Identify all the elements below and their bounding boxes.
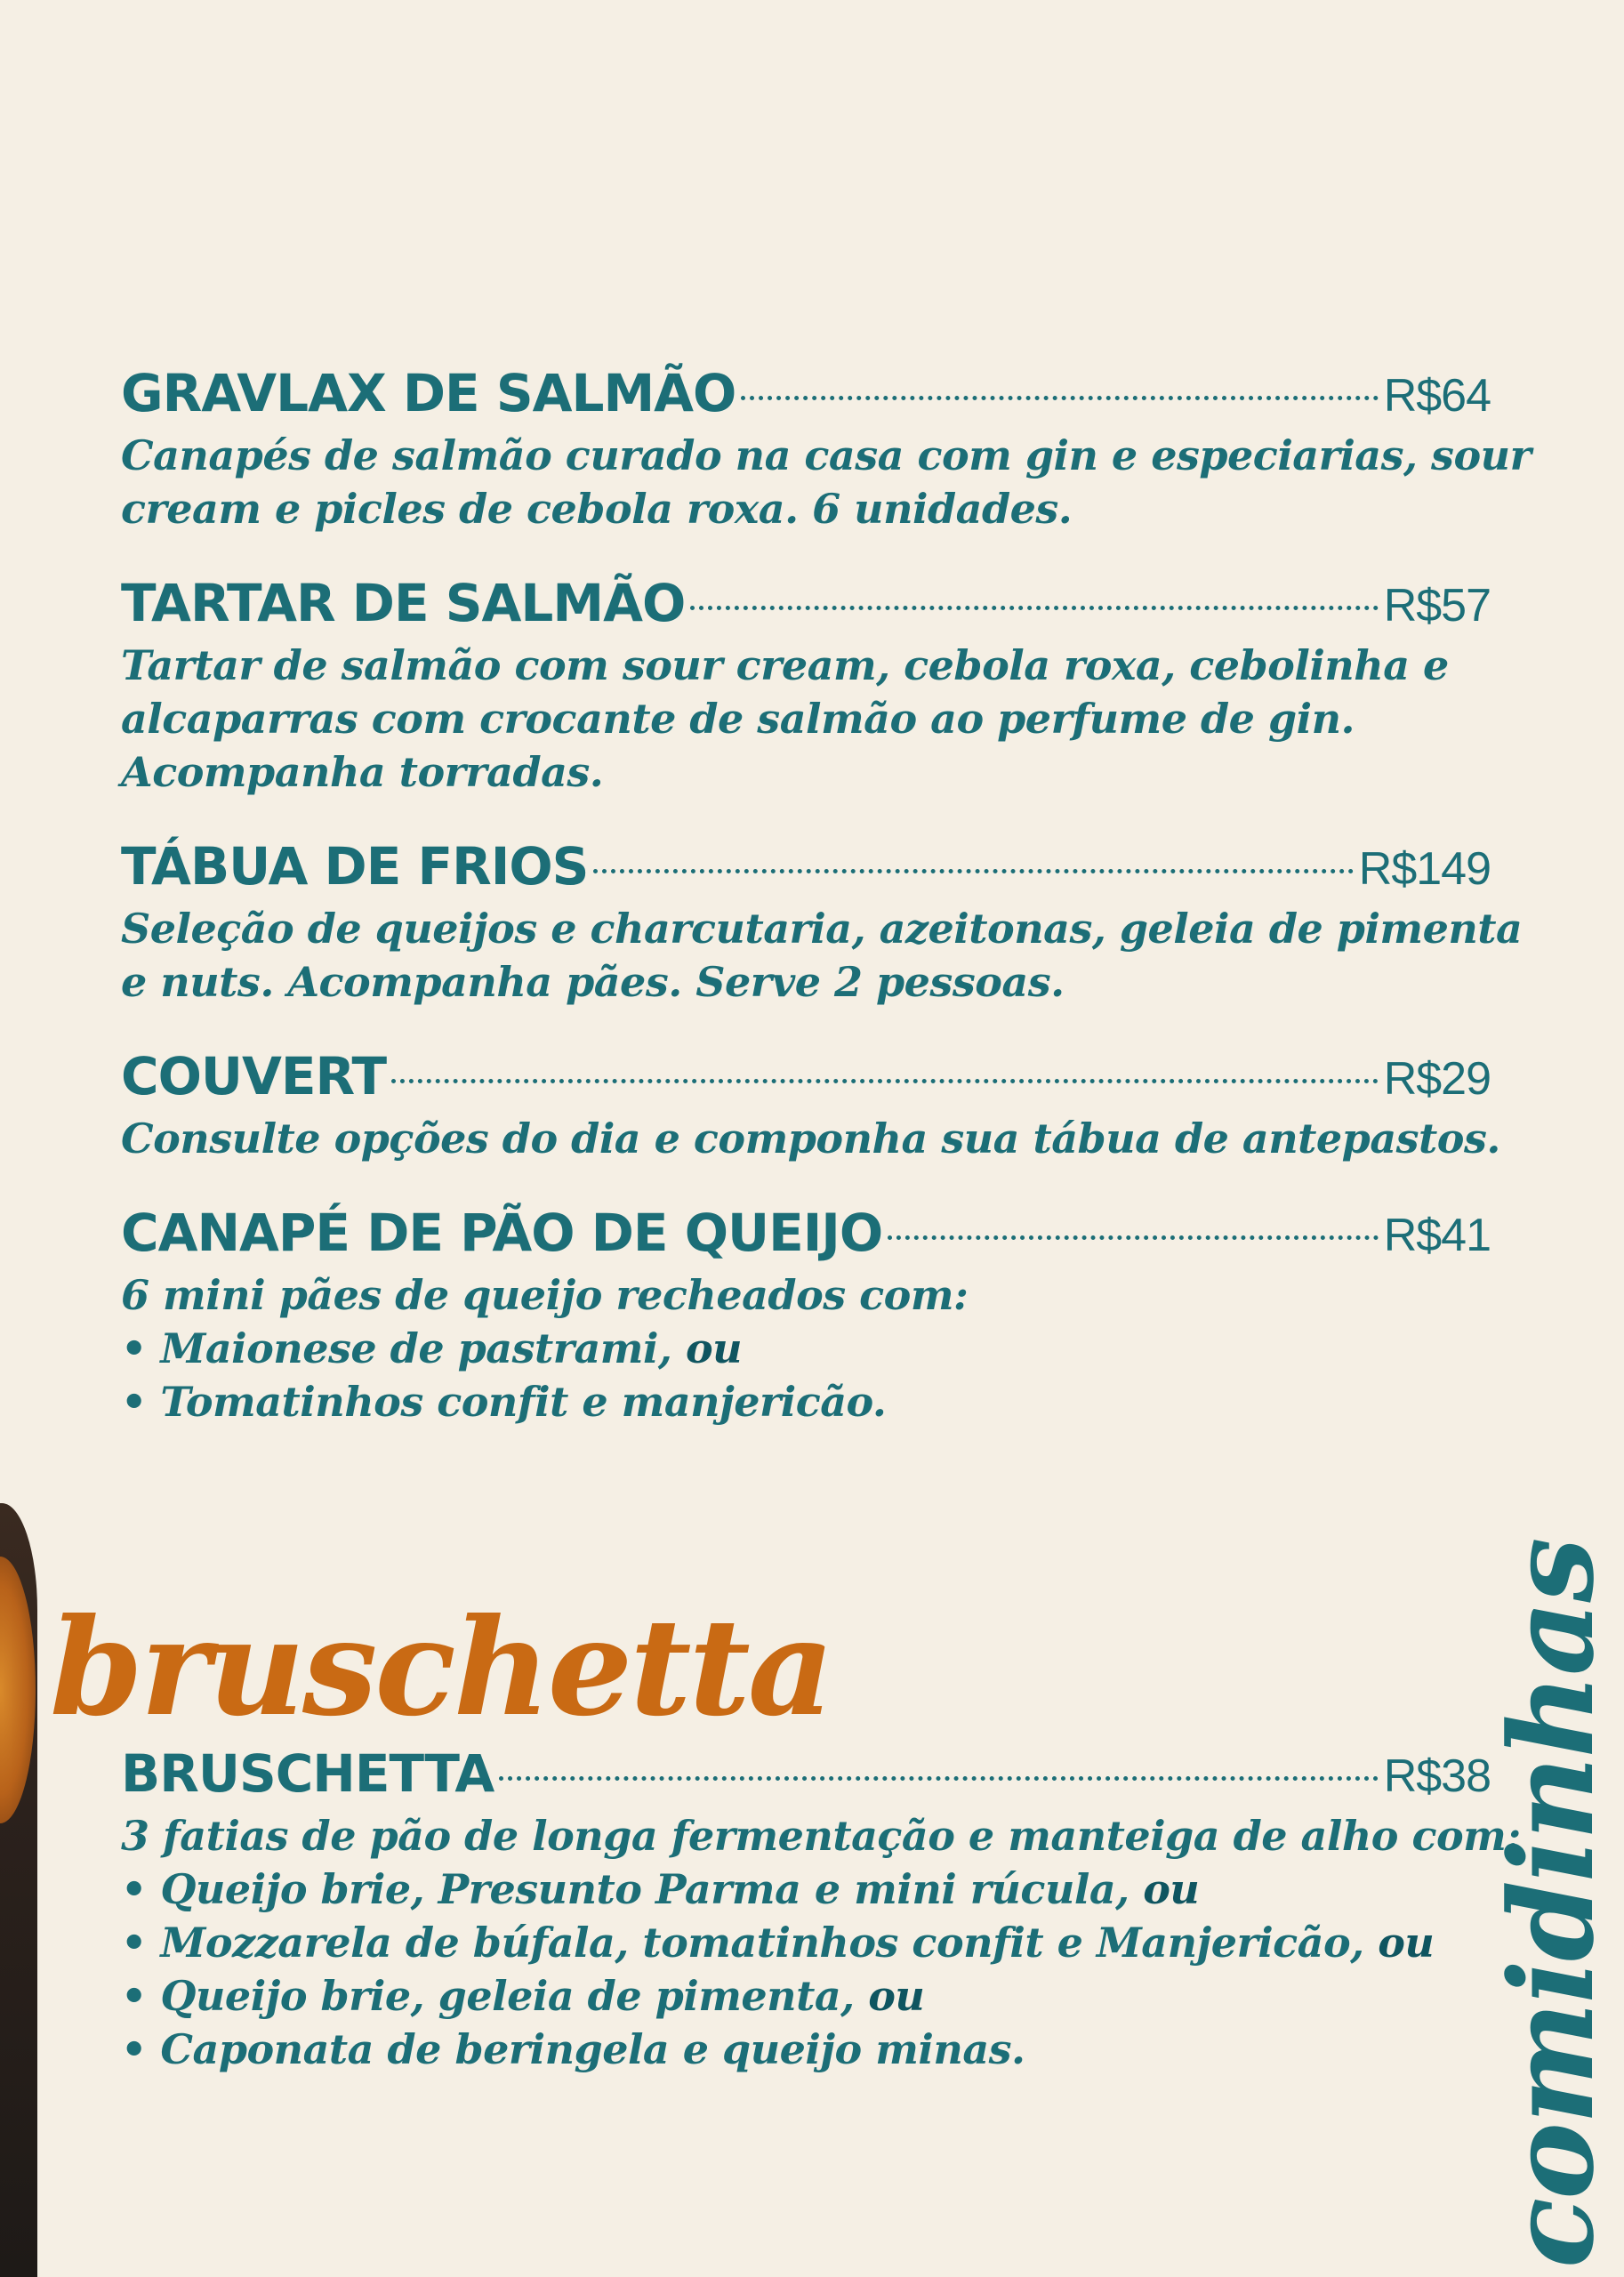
section-heading: bruschetta (50, 1589, 832, 1746)
menu-item (121, 1203, 1491, 1428)
description-line: alcaparras com crocante de salmão ao perfume de gin. (121, 695, 1355, 743)
bread-photo (0, 1557, 36, 1823)
description-line: • Caponata de beringela e queijo minas. (121, 2025, 1025, 2073)
menu-item-name: TARTAR DE SALMÃO (121, 573, 686, 633)
menu-item (121, 573, 1491, 799)
menu-item-header (121, 573, 1491, 639)
menu-item-price: R$57 (1383, 580, 1491, 632)
menu-item-description (121, 429, 1532, 535)
description-line: 3 fatias de pão de longa fermentação e manteiga de alho com: (121, 1812, 1521, 1860)
menu-item-name: TÁBUA DE FRIOS (121, 836, 589, 897)
menu-item-description (121, 1112, 1500, 1165)
menu-item-description (121, 1809, 1521, 2076)
dotted-leader (391, 1079, 1379, 1083)
description-line: • Tomatinhos confit e manjericão. (121, 1378, 887, 1426)
menu-item (121, 1743, 1521, 2076)
or-connector: ou (1129, 1865, 1200, 1913)
description-line: e nuts. Acompanha pães. Serve 2 pessoas. (121, 958, 1065, 1006)
menu-item-description (121, 639, 1491, 799)
menu-item-description (121, 902, 1523, 1009)
description-line: • Mozzarela de búfala, tomatinhos confit e Manjericão, ou (121, 1919, 1435, 1967)
food-photo-edge (0, 1503, 37, 2277)
menu-item-header (121, 836, 1491, 902)
dotted-leader (499, 1776, 1378, 1781)
or-connector: ou (671, 1324, 743, 1372)
menu-item (121, 1046, 1500, 1165)
menu-item-price: R$38 (1383, 1750, 1491, 1802)
menu-item-header (121, 1046, 1491, 1112)
menu-item-description (121, 1268, 1491, 1428)
bruschetta-items (121, 1743, 1521, 2113)
or-connector: ou (854, 1972, 925, 2020)
description-line: cream e picles de cebola roxa. 6 unidades. (121, 485, 1073, 533)
description-line: Canapés de salmão curado na casa com gin e especiarias, sour (121, 431, 1532, 479)
side-label: comidinhas (1483, 1539, 1620, 2268)
menu-item-name: COUVERT (121, 1046, 387, 1106)
menu-item (121, 363, 1532, 535)
dotted-leader (593, 869, 1353, 873)
dotted-leader (888, 1235, 1379, 1240)
menu-item-price: R$41 (1383, 1210, 1491, 1261)
menu-item-price: R$149 (1358, 843, 1491, 895)
description-line: • Maionese de pastrami, ou (121, 1324, 743, 1372)
or-connector: ou (1363, 1919, 1435, 1967)
menu-item-header (121, 1203, 1491, 1268)
description-line: 6 mini pães de queijo recheados com: (121, 1271, 969, 1319)
menu-item-name: CANAPÉ DE PÃO DE QUEIJO (121, 1203, 883, 1263)
menu-item-price: R$29 (1383, 1053, 1491, 1105)
description-line: Acompanha torradas. (121, 748, 604, 796)
menu-item (121, 836, 1523, 1009)
description-line: Seleção de queijos e charcutaria, azeitonas, geleia de pimenta (121, 905, 1523, 953)
description-line: • Queijo brie, Presunto Parma e mini rúcula, ou (121, 1865, 1200, 1913)
menu-item-header (121, 1743, 1491, 1809)
menu-item-name: GRAVLAX DE SALMÃO (121, 363, 736, 423)
menu-item-header (121, 363, 1491, 429)
dotted-leader (741, 396, 1378, 400)
menu-items (121, 363, 1532, 1466)
description-line: • Queijo brie, geleia de pimenta, ou (121, 1972, 925, 2020)
menu-item-price: R$64 (1383, 370, 1491, 422)
description-line: Tartar de salmão com sour cream, cebola roxa, cebolinha e (121, 641, 1449, 689)
menu-item-name: BRUSCHETTA (121, 1743, 494, 1804)
description-line: Consulte opções do dia e componha sua tábua de antepastos. (121, 1114, 1500, 1163)
dotted-leader (690, 606, 1378, 610)
